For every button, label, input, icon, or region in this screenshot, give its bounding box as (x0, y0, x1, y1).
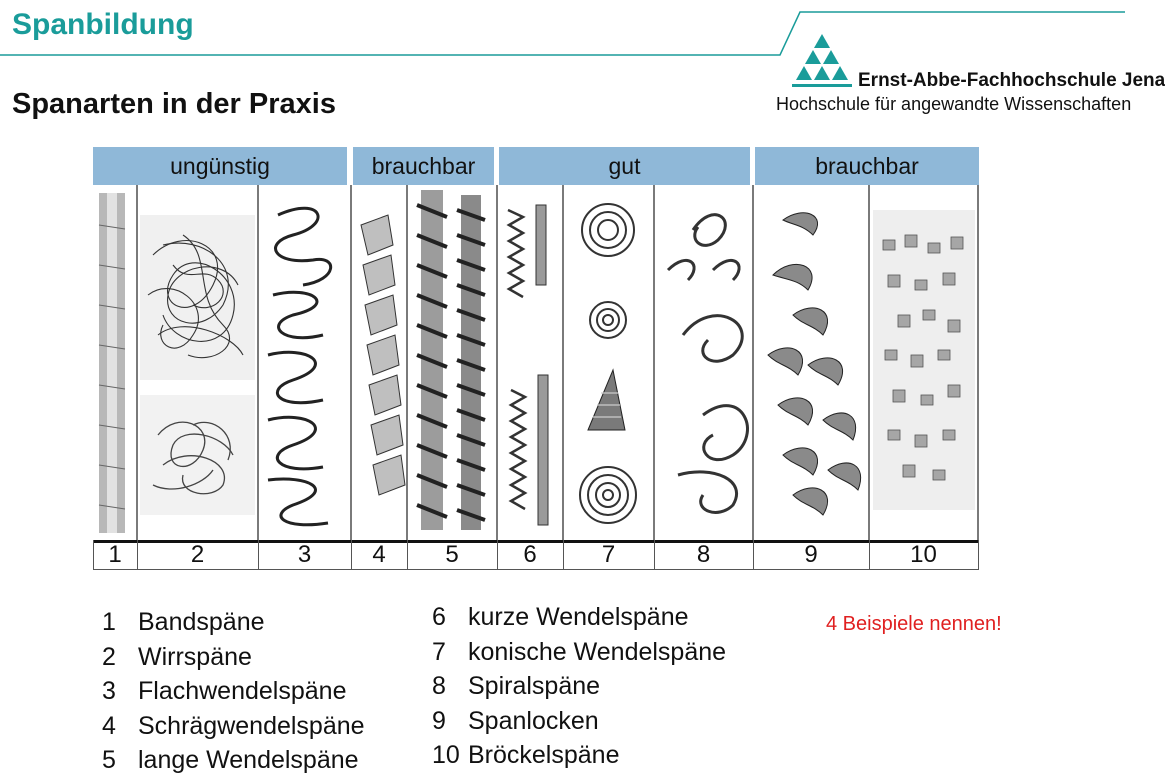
category-header-brauchbar-1: brauchbar (353, 147, 494, 185)
flat-helical-chip-image (268, 208, 331, 525)
spiral-chip-image (668, 215, 747, 513)
long-helical-chip-image (417, 190, 485, 530)
legend-item: 9 Spanlocken (432, 706, 599, 735)
fragment-chip-image (873, 210, 975, 510)
category-header-brauchbar-2: brauchbar (755, 147, 979, 185)
oblique-helical-chip-image (361, 215, 405, 495)
chip-number: 3 (297, 541, 312, 568)
short-helical-chip-image (508, 205, 548, 525)
legend-item: 8 Spiralspäne (432, 672, 601, 700)
tangled-chip-image (140, 215, 255, 515)
organization-name: Ernst-Abbe-Fachhochschule Jena (858, 70, 1165, 91)
number-row-divider (978, 540, 979, 570)
category-header-unguenstig: ungünstig (93, 147, 347, 185)
chip-number: 10 (910, 541, 937, 568)
conical-helical-chip-image (580, 204, 636, 523)
organization-subtitle: Hochschule für angewandte Wissenschaften (776, 94, 1132, 114)
chip-number: 6 (523, 541, 537, 568)
legend-item: 7 konische Wendelspäne (432, 637, 727, 666)
legend-item: 3 Flachwendelspäne (102, 677, 347, 705)
chip-number: 5 (445, 541, 459, 568)
legend-item: 4 Schrägwendelspäne (102, 711, 365, 740)
chip-number: 4 (372, 541, 386, 568)
task-note: 4 Beispiele nennen! (826, 613, 1002, 635)
page-title: Spanbildung (12, 8, 194, 41)
chip-number: 2 (190, 541, 205, 568)
category-header-gut: gut (499, 147, 750, 185)
chip-number: 1 (108, 541, 122, 568)
legend-item: 2 Wirrspäne (102, 642, 252, 671)
chip-number: 7 (601, 541, 616, 568)
legend-item: 10 Bröckelspäne (432, 741, 620, 769)
chip-images-strip (93, 185, 979, 541)
band-chip-image (99, 193, 125, 533)
chip-number: 8 (696, 541, 711, 568)
triangle-logo-icon (792, 34, 852, 90)
chip-number: 9 (804, 541, 818, 568)
chip-curl-image (768, 213, 861, 515)
legend-column-left (102, 605, 365, 778)
page-subtitle: Spanarten in der Praxis (12, 88, 336, 120)
legend-item: 1 Bandspäne (102, 608, 265, 636)
legend-column-right (432, 600, 726, 773)
legend-item: 5 lange Wendelspäne (102, 746, 359, 774)
legend-item: 6 kurze Wendelspäne (432, 603, 689, 631)
